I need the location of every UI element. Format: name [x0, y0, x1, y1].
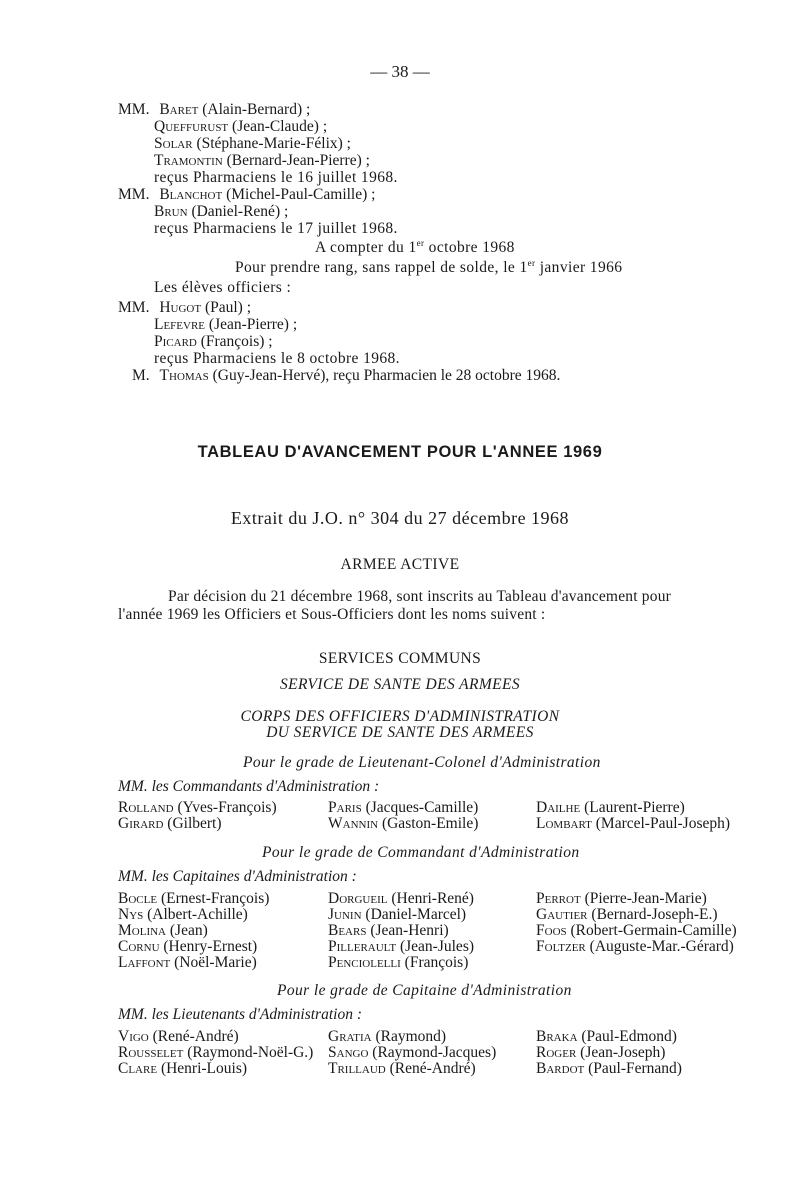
given-names: (René-André) — [152, 1028, 239, 1045]
surname: Bears — [328, 922, 367, 939]
date-line — [315, 239, 515, 256]
surname: Foos — [536, 922, 567, 939]
given-names: (Raymond-Noël-G.) — [187, 1044, 314, 1061]
surname: Wannin — [328, 815, 379, 832]
list-line — [118, 101, 310, 118]
grade-heading: Pour le grade de Commandant d'Administration — [262, 844, 580, 861]
rank-line — [235, 259, 622, 276]
list-line — [154, 316, 297, 333]
surname: Pillerault — [328, 938, 397, 955]
list-item — [118, 922, 208, 939]
armee-active: ARMEE ACTIVE — [340, 556, 460, 573]
given-names: (Daniel-René) ; — [191, 203, 289, 220]
list-item — [328, 799, 478, 816]
group-intro: MM. les Capitaines d'Administration : — [118, 868, 357, 885]
surname: Thomas — [159, 367, 209, 384]
given-names: (Stéphane-Marie-Félix) ; — [196, 135, 351, 152]
list-item — [328, 890, 474, 907]
title-mm: MM. — [118, 186, 150, 203]
date-text: A compter du 1 — [315, 239, 417, 256]
surname: Baret — [159, 101, 199, 118]
decision-line-1: Par décision du 21 décembre 1968, sont inscrits au Tableau d'avancement pour — [168, 588, 672, 605]
title-mm: MM. — [118, 101, 150, 118]
list-item — [536, 938, 734, 955]
given-names: (Auguste-Mar.-Gérard) — [589, 938, 734, 955]
given-names: (Jean-Joseph) — [580, 1044, 666, 1061]
extrait-line: Extrait du J.O. n° 304 du 27 décembre 1968 — [230, 508, 570, 528]
surname: Dailhe — [536, 799, 581, 816]
list-item — [118, 1044, 313, 1061]
title-mm: MM. — [118, 299, 150, 316]
surname: Tramontin — [154, 152, 223, 169]
list-item — [328, 1044, 496, 1061]
surname: Lefevre — [154, 316, 206, 333]
given-names: (Laurent-Pierre) — [584, 799, 685, 816]
received-line: reçus Pharmaciens le 8 octobre 1968. — [154, 350, 400, 367]
list-line — [154, 203, 288, 220]
group-intro: MM. les Commandants d'Administration : — [118, 778, 380, 795]
eleves-line: Les élèves officiers : — [154, 279, 292, 296]
surname: Gautier — [536, 906, 588, 923]
surname: Laffont — [118, 954, 171, 971]
given-names: (Daniel-Marcel) — [365, 906, 467, 923]
given-names: (Jean-Pierre) ; — [208, 316, 298, 333]
given-names: (Gilbert) — [167, 815, 222, 832]
given-names: (Michel-Paul-Camille) ; — [226, 186, 376, 203]
list-line — [118, 299, 251, 316]
list-item — [118, 1028, 239, 1045]
given-names: (Ernest-François) — [160, 890, 270, 907]
given-names: (Gaston-Emile) — [381, 815, 479, 832]
given-names: (Henri-Louis) — [160, 1060, 248, 1077]
list-item — [536, 906, 718, 923]
surname: Queffurust — [154, 118, 229, 135]
list-item — [118, 1060, 247, 1077]
list-item — [118, 815, 222, 832]
list-line — [118, 186, 375, 203]
given-names: (Henry-Ernest) — [163, 938, 258, 955]
given-names: (Marcel-Paul-Joseph) — [595, 815, 731, 832]
surname: Trillaud — [328, 1060, 386, 1077]
given-names: (Bernard-Joseph-E.) — [591, 906, 718, 923]
given-names: (Bernard-Jean-Pierre) ; — [226, 152, 370, 169]
list-item — [536, 799, 685, 816]
list-line — [154, 333, 273, 350]
section-title: TABLEAU D'AVANCEMENT POUR L'ANNEE 1969 — [197, 443, 603, 461]
surname: Nys — [118, 906, 144, 923]
given-names: (Raymond) — [375, 1028, 447, 1045]
surname: Gratia — [328, 1028, 372, 1045]
received-line: reçus Pharmaciens le 17 juillet 1968. — [154, 220, 398, 237]
ordinal: er — [527, 257, 536, 268]
surname: Hugot — [159, 299, 202, 316]
rank-text: Pour prendre rang, sans rappel de solde, le 1 — [235, 259, 528, 276]
list-item — [328, 906, 466, 923]
given-names: (Yves-François) — [177, 799, 277, 816]
surname: Dorgueil — [328, 890, 388, 907]
surname: Picard — [154, 333, 197, 350]
page-number: — 38 — — [370, 62, 430, 81]
surname: Girard — [118, 815, 164, 832]
given-names: (Guy-Jean-Hervé), reçu Pharmacien le 28 octobre 1968. — [212, 367, 561, 384]
group-intro: MM. les Lieutenants d'Administration : — [118, 1006, 362, 1023]
given-names: (Albert-Achille) — [147, 906, 248, 923]
surname: Penciolelli — [328, 954, 401, 971]
surname: Bardot — [536, 1060, 585, 1077]
given-names: (Noël-Marie) — [174, 954, 257, 971]
given-names: (Pierre-Jean-Marie) — [584, 890, 707, 907]
received-line: reçus Pharmaciens le 16 juillet 1968. — [154, 169, 398, 186]
list-item — [328, 1028, 446, 1045]
given-names: (Jean) — [169, 922, 208, 939]
surname: Vigo — [118, 1028, 149, 1045]
surname: Lombart — [536, 815, 592, 832]
grade-heading: Pour le grade de Lieutenant-Colonel d'Administration — [243, 754, 601, 771]
given-names: (Paul-Edmond) — [581, 1028, 677, 1045]
given-names: (Alain-Bernard) ; — [202, 101, 311, 118]
list-item — [536, 815, 730, 832]
list-item — [118, 938, 257, 955]
surname: Solar — [154, 135, 193, 152]
given-names: (François) ; — [200, 333, 273, 350]
given-names: (Jean-Jules) — [399, 938, 475, 955]
corps-line-1: CORPS DES OFFICIERS D'ADMINISTRATION — [240, 708, 560, 725]
list-item — [536, 1044, 665, 1061]
list-item — [328, 1060, 476, 1077]
list-line — [154, 152, 370, 169]
surname: Roger — [536, 1044, 577, 1061]
list-item — [118, 890, 269, 907]
list-line — [154, 135, 351, 152]
surname: Brun — [154, 203, 188, 220]
title-m: M. — [132, 367, 150, 384]
given-names: (Robert-Germain-Camille) — [570, 922, 737, 939]
given-names: (Raymond-Jacques) — [372, 1044, 497, 1061]
given-names: (Paul-Fernand) — [588, 1060, 682, 1077]
list-item — [328, 922, 449, 939]
surname: Cornu — [118, 938, 160, 955]
given-names: (Jacques-Camille) — [365, 799, 479, 816]
grade-heading: Pour le grade de Capitaine d'Administration — [277, 982, 572, 999]
given-names: (René-André) — [389, 1060, 476, 1077]
date-text: octobre 1968 — [424, 239, 515, 256]
given-names: (Paul) ; — [204, 299, 252, 316]
surname: Rolland — [118, 799, 174, 816]
given-names: (Jean-Claude) ; — [232, 118, 328, 135]
list-item — [328, 938, 474, 955]
list-item — [536, 1060, 682, 1077]
list-item — [118, 799, 277, 816]
list-line — [154, 118, 327, 135]
list-item — [118, 954, 257, 971]
rank-text: janvier 1966 — [535, 259, 623, 276]
list-item — [328, 954, 468, 971]
surname: Perrot — [536, 890, 581, 907]
list-item — [536, 890, 707, 907]
ordinal: er — [416, 237, 425, 248]
given-names: (Henri-René) — [391, 890, 474, 907]
list-item — [536, 1028, 677, 1045]
given-names: (François) — [404, 954, 469, 971]
surname: Molina — [118, 922, 166, 939]
decision-line-2: l'année 1969 les Officiers et Sous-Officiers dont les noms suivent : — [118, 606, 546, 623]
corps-line-2: DU SERVICE DE SANTE DES ARMEES — [266, 724, 534, 741]
surname: Paris — [328, 799, 362, 816]
list-item — [328, 815, 478, 832]
surname: Sango — [328, 1044, 369, 1061]
list-item — [118, 906, 248, 923]
surname: Braka — [536, 1028, 578, 1045]
surname: Blanchot — [159, 186, 223, 203]
services-communs: SERVICES COMMUNS — [318, 650, 482, 667]
surname: Bocle — [118, 890, 158, 907]
surname: Rousselet — [118, 1044, 184, 1061]
surname: Clare — [118, 1060, 158, 1077]
surname: Junin — [328, 906, 362, 923]
service-sante: SERVICE DE SANTE DES ARMEES — [279, 676, 521, 693]
list-item — [536, 922, 737, 939]
list-line — [132, 367, 560, 384]
given-names: (Jean-Henri) — [370, 922, 449, 939]
surname: Foltzer — [536, 938, 586, 955]
